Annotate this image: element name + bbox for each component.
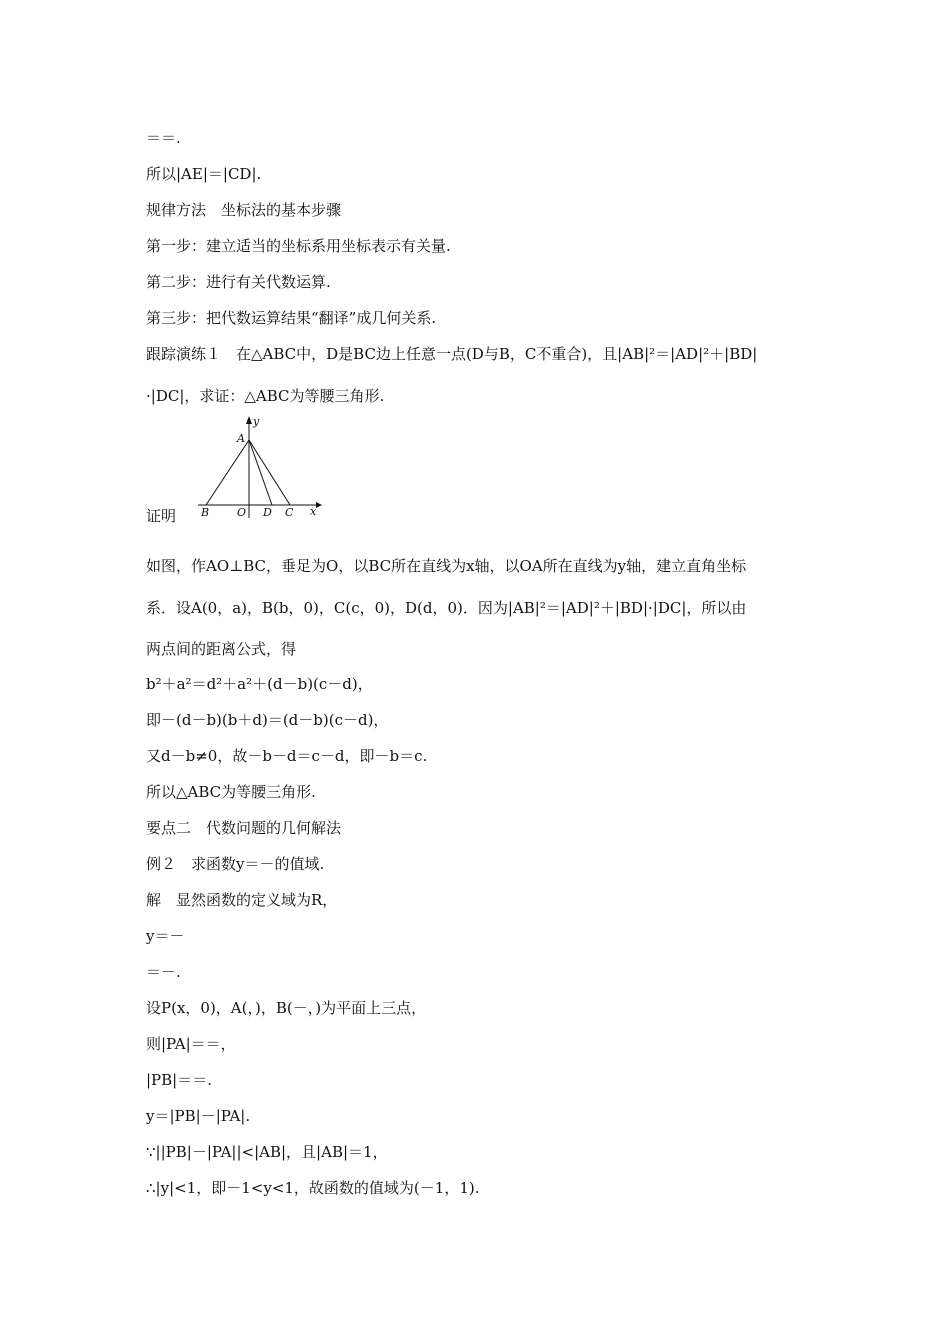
proof-heading: 证明 [146,507,177,525]
text-line: 所以△ABC为等腰三角形. [146,783,316,801]
text-line: 所以|AE|＝|CD|. [146,165,262,183]
section-heading: 规律方法 坐标法的基本步骤 [146,201,342,219]
text-line: 两点间的距离公式，得 [146,640,297,658]
text-line: 系．设A(0，a)，B(b，0)，C(c，0)，D(d，0)．因为|AB|²＝|AD|²＋|BD|·|DC|，所以由 [146,599,747,617]
figure-label-y: y [253,415,260,428]
text-line: 第三步：把代数运算结果“翻译”成几何关系. [146,309,437,327]
text-line: 设P(x，0)，A(，)，B(－，)为平面上三点， [146,999,427,1017]
figure-label-x: x [310,505,317,518]
equation-line: b²＋a²＝d²＋a²＋(d－b)(c－d)， [146,675,373,693]
equation-line: 即－(d－b)(b＋d)＝(d－b)(c－d)， [146,711,389,729]
equation-line: 又d－b≠0，故－b－d＝c－d，即－b＝c. [146,747,428,765]
equation-line: |PB|＝＝. [146,1071,212,1089]
text-line: 第二步：进行有关代数运算. [146,273,331,291]
text-line: 第一步：建立适当的坐标系用坐标表示有关量. [146,237,451,255]
equation-line: y＝－ [146,927,185,945]
triangle-coordinate-figure [192,412,322,522]
figure-label-d: D [263,506,272,519]
conclusion-line: ∴|y|<1，即－1<y<1，故函数的值域为(－1，1). [146,1179,480,1197]
figure-label-o: O [237,506,247,519]
text-line: 如图，作AO⊥BC，垂足为O，以BC所在直线为x轴，以OA所在直线为y轴，建立直角坐标 [146,557,747,575]
equation-line: ＝－. [146,963,181,981]
text-line: ·|DC|，求证：△ABC为等腰三角形. [146,387,385,405]
exercise-heading: 跟踪演练１ 在△ABC中，D是BC边上任意一点(D与B，C不重合)，且|AB|²＝|AD|²＋|BD| [146,345,758,363]
example-heading: 例２ 求函数y＝－的值域. [146,855,325,873]
equation-line: ∵||PB|－|PA||<|AB|，且|AB|＝1， [146,1143,388,1161]
equation-line: y＝|PB|－|PA|. [146,1107,251,1125]
figure-label-c: C [285,506,294,519]
equation-line: 则|PA|＝＝， [146,1035,236,1053]
text-line: ＝＝. [146,129,181,147]
figure-label-b: B [201,506,210,519]
solution-line: 解 显然函数的定义域为R， [146,891,338,909]
section-heading: 要点二 代数问题的几何解法 [146,819,342,837]
figure-label-a: A [237,432,245,445]
